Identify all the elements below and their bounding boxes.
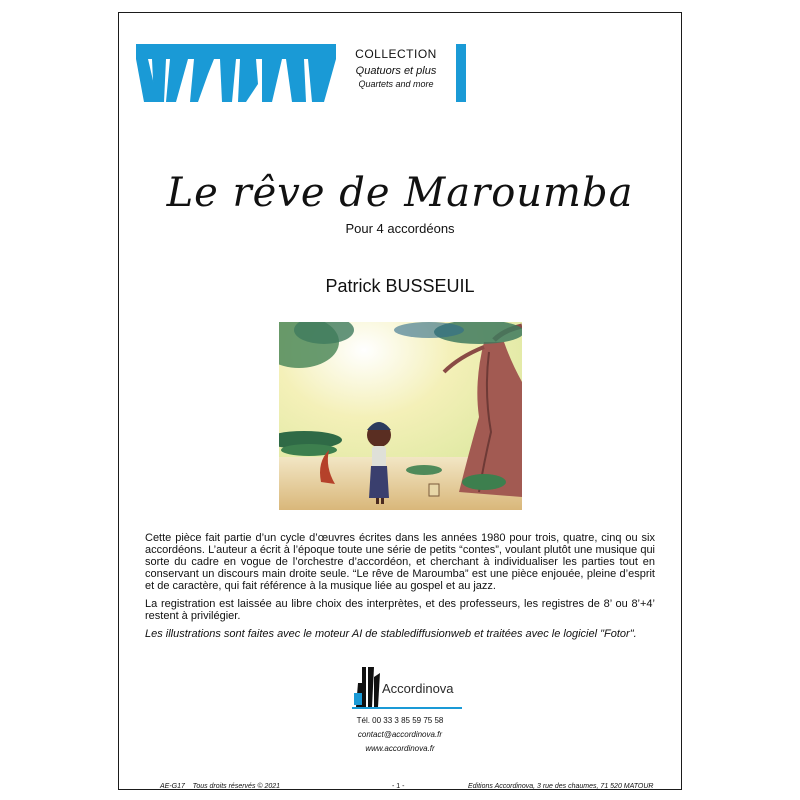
instrumentation: Pour 4 accordéons <box>345 221 455 236</box>
description-paragraph-1: Cette pièce fait partie d’un cycle d’œuvres écrites dans les années 1980 pour trois, quatre, cinq ou six accordéons. L’auteur a écrit à l’époque toute une série de petits “contes”, voulant plutôt une musique qui sorte du cadre en vogue de l’orchestre d’accordéon, et cherchant à individualiser les parties tout en conservant un discours main droite seule. “Le rêve de Maroumba” est une pièce enjouée, pleine d’esprit et de caractère, qui fait référence à la musique liée au gospel et au jazz. <box>145 532 655 592</box>
cover-illustration <box>279 322 522 510</box>
accordinova-logo <box>352 663 462 709</box>
collection-label-block <box>336 44 456 102</box>
piece-title: Le rêve de Maroumba <box>166 170 634 216</box>
description-paragraph-2: La registration est laissée au libre choix des interprètes, et des professeurs, les registres de 8’ ou 8’+4’ restent à privilégier. <box>145 598 655 622</box>
footer-publisher-address: Editions Accordinova, 3 rue des chaumes, 71 520 MATOUR <box>468 783 654 790</box>
contact-email: contact@accordinova.fr <box>357 730 443 739</box>
collection-subtitle-en: Quartets and more <box>358 79 434 89</box>
composer-name: Patrick BUSSEUIL <box>325 276 475 296</box>
footer-page-number: - 1 - <box>392 783 405 790</box>
contact-block <box>300 714 500 756</box>
description <box>145 532 655 646</box>
footer-reference: AE-G17 Tous droits réservés © 2021 <box>160 783 281 790</box>
contact-phone: Tél. 00 33 3 85 59 75 58 <box>356 716 444 725</box>
collection-subtitle-fr: Quatuors et plus <box>355 65 437 77</box>
logo-wordmark: Accordinova <box>382 681 454 696</box>
contact-website: www.accordinova.fr <box>365 744 435 753</box>
collection-label: COLLECTION <box>355 47 437 61</box>
description-paragraph-3: Les illustrations sont faites avec le moteur AI de stablediffusionweb et traitées avec le logiciel "Fotor". <box>145 628 637 640</box>
